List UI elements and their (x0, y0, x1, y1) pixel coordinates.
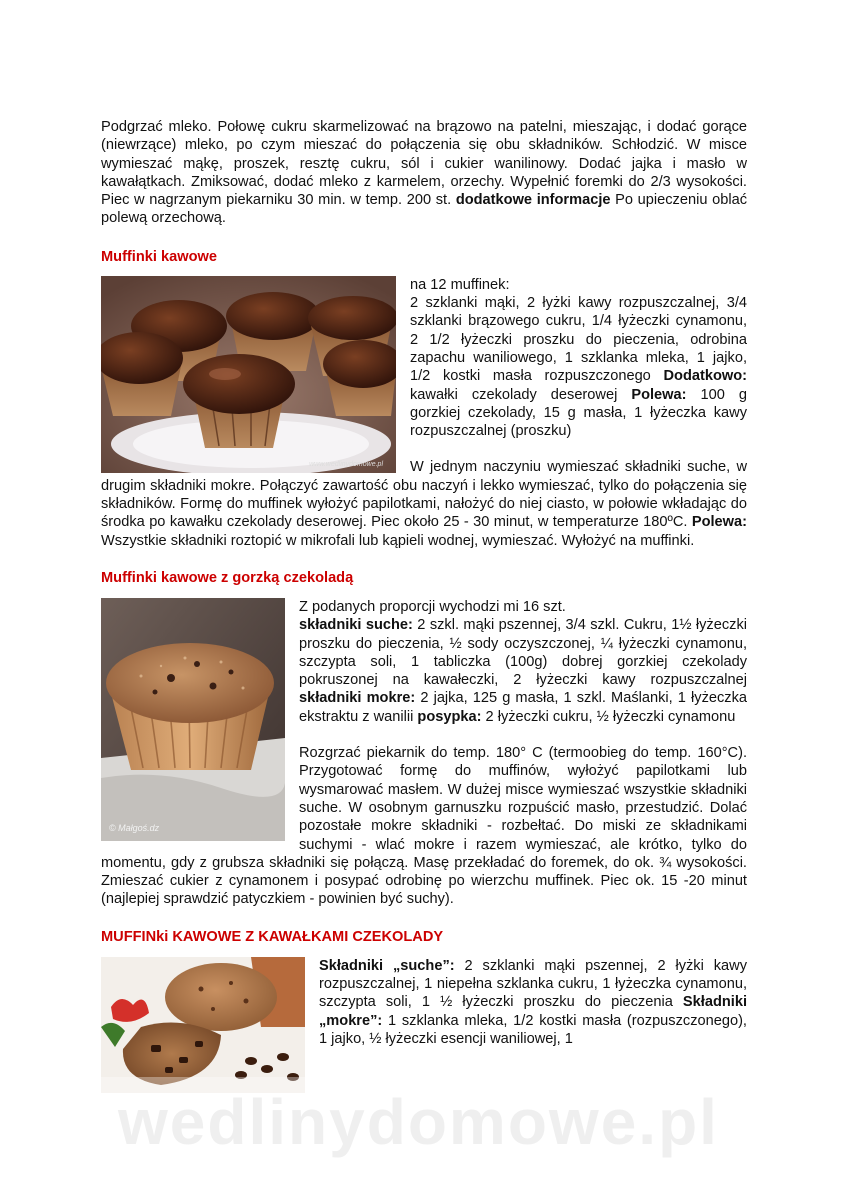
coffee-muffins-image (101, 276, 396, 473)
recipe1-photo (101, 276, 396, 473)
intro-paragraph: Podgrzać mleko. Połowę cukru skarmelizować na brązowo na patelni, mieszając, i dodać gorące (niewrzące) mleko, po czym mieszać do połączenia się obu składników. Schłodzić. W misce wymieszać mąkę, proszek, resztę cukru, sól i cukier wanilinowy. Dodać jajka i masło w kawałątkach. Zmiksować, dodać mleko z karmelem, orzechy. Wypełnić foremki do 2/3 wysokości. Piec w nagrzanym piekarniku 30 min. w temp. 200 st. dodatkowe informacje Po upieczeniu oblać polewą orzechową. (101, 119, 747, 227)
recipe1-image-credit: www.wedlinydomowe.pl (309, 460, 383, 468)
recipe1-yield: na 12 muffinek: (410, 276, 510, 293)
recipe2-section (101, 598, 747, 909)
recipe3-photo (101, 957, 305, 1093)
dark-chocolate-muffin-image (101, 598, 285, 841)
recipe2-yield: Z podanych proporcji wychodzi mi 16 szt. (299, 598, 566, 615)
recipe1-title: Muffinki kawowe (101, 248, 217, 265)
recipe3-title: MUFFINki KAWOWE Z KAWAŁKAMI CZEKOLADY (101, 928, 444, 945)
recipe2-title: Muffinki kawowe z gorzką czekoladą (101, 569, 354, 586)
chocolate-chunk-muffins-image (101, 957, 305, 1093)
recipe3-section (101, 957, 747, 1093)
site-watermark: wedlinydomowe.pl (118, 1086, 719, 1158)
recipe-page (101, 118, 747, 1093)
recipe2-photo (101, 598, 285, 841)
recipe2-method: Rozgrzać piekarnik do temp. 180° C (termoobieg do temp. 160°C). Przygotować formę do muffinów, wyłożyć papilotkami lub wysmarować masłem. W dużej misce wymieszać wszystkie składniki suche. W osobnym garnuszku rozpuścić masło, przestudzić. Dolać pozostałe mokre składniki - rozbełtać. Do miski ze składnikami suchymi - wlać mokre i razem wymieszać, ale krótko, tylko do momentu, gdy z grubsza składniki się połączą. Masę przekładać do foremek, do ok. ¾ wysokości. Zmieszać cukier z cynamonem i posypać odrobinę po wierzchu muffinek. Piec ok. 15 -20 minut (najlepiej sprawdzić patyczkiem - powinien być suchy). (101, 745, 747, 908)
recipe3-ingredients: Składniki „suche”: 2 szklanki mąki pszennej, 2 łyżki kawy rozpuszczalnej, 1 niepełna szklanka cukru, 1 łyżeczka cynamonu, szczypta soli, 1 ½ łyżeczki proszku do pieczenia Składniki „mokre”: 1 szklanka mleka, 1/2 kostki masła (rozpuszczonego), 1 jajko, ½ łyżeczki esencji waniliowej, 1 (319, 957, 748, 1047)
recipe1-section (101, 276, 747, 550)
recipe1-method: W jednym naczyniu wymieszać składniki suche, w drugim składniki mokre. Połączyć zawartość obu naczyń i lekko wymieszać, tylko do połączenia się składników. Formę do muffinek wyłożyć papilotkami, nałożyć do niej ciasto, w połowie wkładając do środka po kawałku czekolady deserowej. Piec około 25 - 30 minut, w temperaturze 180ºC. Polewa: Wszystkie składniki roztopić w mikrofali lub kąpieli wodnej, wymieszać. Wyłożyć na muffinki. (101, 459, 747, 549)
recipe2-ingredients: składniki suche: 2 szkl. mąki pszennej, 3/4 szkl. Cukru, 1½ łyżeczki proszku do pieczenia, ½ sody oczyszczonej, ¼ łyżeczki cynamonu, szczypta soli, 1 tabliczka (100g) dobrej gorzkiej czekolady pokruszonej na kawałeczki, 2 łyżeczki kawy rozpuszczalnej składniki mokre: 2 jajka, 125 g masła, 1 szkl. Maślanki, 1 łyżeczka ekstraktu z wanilii posypka: 2 łyżeczki cukru, ½ łyżeczki cynamonu (299, 617, 747, 725)
recipe2-image-credit: © Małgoś.dz (109, 822, 160, 833)
recipe1-ingredients: 2 szklanki mąki, 2 łyżki kawy rozpuszczalnej, 3/4 szklanki brązowego cukru, 1/4 łyżeczki cynamonu, 2 1/2 łyżeczki proszku do pieczenia, odrobina zapachu waniliowego, 1 szklanka mleka, 1 jajko, 1/2 kostki masła rozpuszczonego Dodatkowo: kawałki czekolady deserowej Polewa: 100 g gorzkiej czekolady, 15 g masła, 1 łyżeczka kawy rozpuszczalnej (proszku) (410, 295, 748, 440)
